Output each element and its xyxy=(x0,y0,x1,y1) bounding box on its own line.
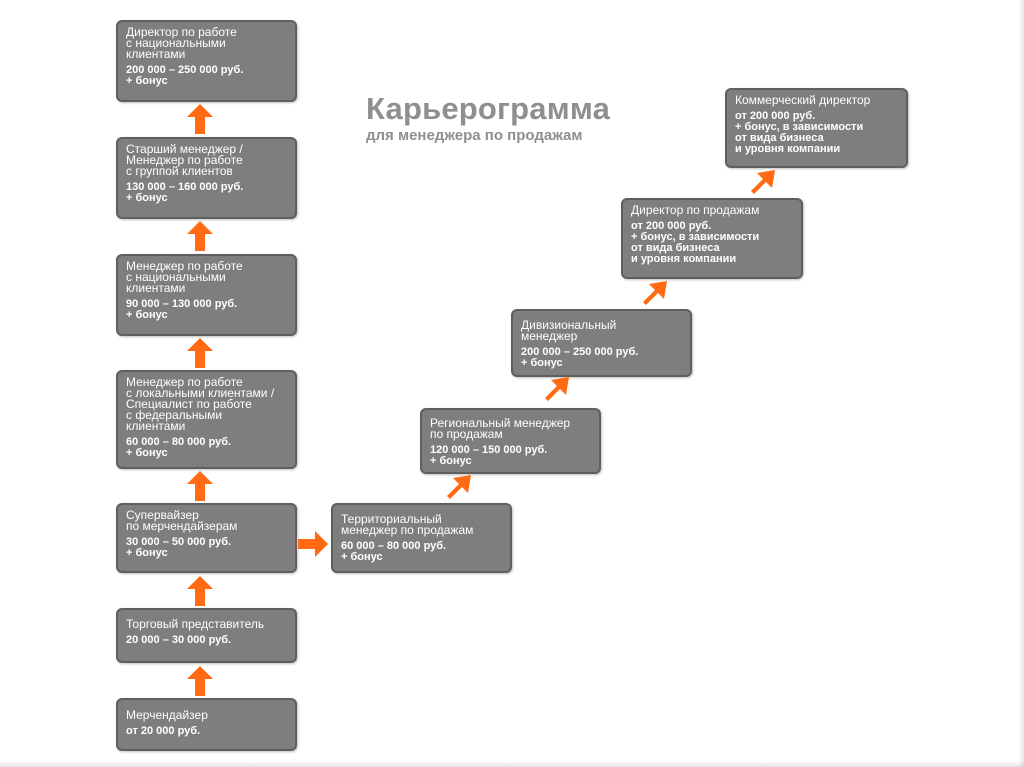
arrow-up-icon xyxy=(186,104,214,134)
position-title: Коммерческий директор xyxy=(735,93,871,107)
position-title: Старший менеджер / Менеджер по работе с группой клиентов xyxy=(126,142,243,178)
arrow-right-icon xyxy=(298,530,328,558)
box-senior-manager xyxy=(116,137,297,219)
position-title: Менеджер по работе с локальными клиентами / Специалист по работе с федеральными клиентами xyxy=(126,375,275,433)
position-title: Торговый представитель xyxy=(126,617,265,631)
arrow-diagonal-icon xyxy=(638,280,668,310)
diagram-title: Карьерограмма xyxy=(366,91,611,126)
position-salary: от 200 000 руб. + бонус, в зависимости от вида бизнеса и уровня компании xyxy=(631,220,760,265)
slide-shadow xyxy=(0,761,1024,767)
box-merchandiser xyxy=(116,698,297,751)
box-local-clients-manager xyxy=(116,370,297,469)
position-salary: 30 000 – 50 000 руб. + бонус xyxy=(126,536,232,559)
arrow-up-icon xyxy=(186,471,214,501)
arrow-up-icon xyxy=(186,221,214,251)
position-title: Директор по работе с национальными клиентами xyxy=(126,25,237,61)
box-sales-rep xyxy=(116,608,297,663)
arrow-up-icon xyxy=(186,666,214,696)
position-salary: 90 000 – 130 000 руб. + бонус xyxy=(126,298,238,321)
position-title: Директор по продажам xyxy=(631,203,760,217)
position-salary: 60 000 – 80 000 руб. + бонус xyxy=(341,540,447,563)
position-title: Региональный менеджер по продажам xyxy=(430,416,571,441)
position-title: Территориальный менеджер по продажам xyxy=(341,512,474,537)
arrow-diagonal-icon xyxy=(442,474,472,504)
arrow-diagonal-icon xyxy=(746,169,776,199)
position-salary: 120 000 – 150 000 руб. + бонус xyxy=(430,444,548,467)
position-title: Менеджер по работе с национальными клиентами xyxy=(126,259,243,295)
diagram-title-block xyxy=(366,92,610,145)
box-regional-manager xyxy=(420,408,601,474)
box-territorial-manager xyxy=(331,503,512,573)
position-title: Супервайзер по мерчендайзерам xyxy=(126,508,238,533)
position-salary: от 20 000 руб. xyxy=(126,725,201,737)
position-salary: 60 000 – 80 000 руб. + бонус xyxy=(126,436,232,459)
box-supervisor xyxy=(116,503,297,573)
box-sales-director xyxy=(621,198,803,279)
position-salary: от 200 000 руб. + бонус, в зависимости от вида бизнеса и уровня компании xyxy=(735,110,864,155)
box-divisional-manager xyxy=(511,309,692,377)
position-salary: 200 000 – 250 000 руб. + бонус xyxy=(126,64,244,87)
arrow-up-icon xyxy=(186,576,214,606)
position-title: Дивизиональный менеджер xyxy=(521,318,617,343)
box-national-clients-manager xyxy=(116,254,297,336)
slide-shadow xyxy=(1018,0,1024,767)
arrow-up-icon xyxy=(186,338,214,368)
arrow-diagonal-icon xyxy=(540,376,570,406)
position-salary: 20 000 – 30 000 руб. xyxy=(126,634,232,646)
box-commercial-director xyxy=(725,88,908,168)
box-national-clients-director xyxy=(116,20,297,102)
position-title: Мерчендайзер xyxy=(126,708,208,722)
diagram-subtitle: для менеджера по продажам xyxy=(366,127,583,144)
position-salary: 200 000 – 250 000 руб. + бонус xyxy=(521,346,639,369)
position-salary: 130 000 – 160 000 руб. + бонус xyxy=(126,181,244,204)
